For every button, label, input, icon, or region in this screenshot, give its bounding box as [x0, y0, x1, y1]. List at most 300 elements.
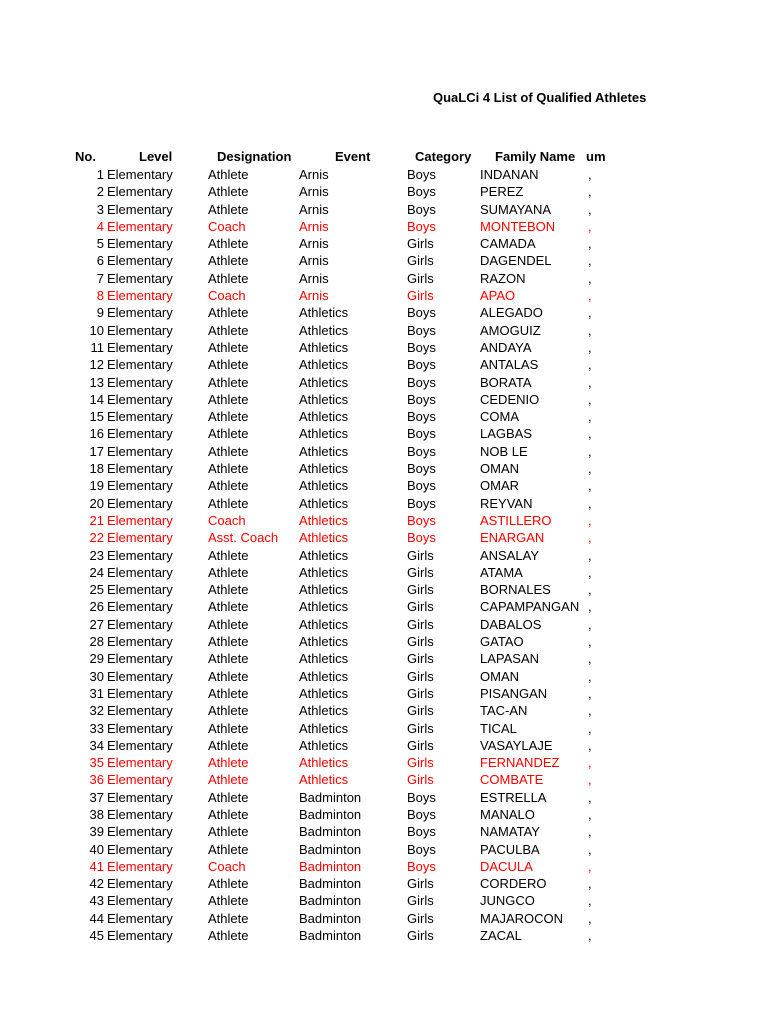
table-row	[0, 339, 700, 356]
table-row	[0, 927, 700, 944]
row-level: Elementary	[107, 876, 173, 892]
row-truncated-cell: ,	[588, 409, 592, 425]
row-designation: Athlete	[208, 270, 249, 286]
row-event: Athletics	[299, 772, 349, 788]
row-designation: Athlete	[208, 599, 249, 615]
row-truncated-cell: ,	[588, 737, 592, 753]
row-number: 28	[89, 634, 104, 650]
row-truncated-cell: ,	[588, 772, 592, 788]
row-family-name: VASAYLAJE	[480, 737, 553, 753]
table-row	[0, 771, 700, 788]
table-row	[0, 737, 700, 754]
row-event: Athletics	[299, 599, 349, 615]
row-designation: Athlete	[208, 582, 249, 598]
row-level: Elementary	[107, 478, 173, 494]
row-event: Athletics	[299, 374, 349, 390]
table-row	[0, 235, 700, 252]
table-row	[0, 616, 700, 633]
row-category: Girls	[407, 236, 434, 252]
row-designation: Athlete	[208, 703, 249, 719]
row-truncated-cell: ,	[588, 530, 592, 546]
row-number: 17	[89, 443, 104, 459]
row-designation: Athlete	[208, 167, 249, 182]
row-event: Arnis	[299, 184, 329, 200]
header-level: Level	[139, 149, 173, 164]
row-category: Boys	[407, 374, 436, 390]
row-event: Badminton	[299, 841, 362, 857]
row-designation: Athlete	[208, 928, 249, 944]
table-row	[0, 391, 700, 408]
row-family-name: OMAN	[480, 668, 519, 684]
table-row	[0, 581, 700, 598]
row-designation: Athlete	[208, 634, 249, 650]
row-number: 32	[89, 703, 104, 719]
row-event: Arnis	[299, 270, 329, 286]
row-designation: Athlete	[208, 409, 249, 425]
table-row	[0, 633, 700, 650]
row-event: Athletics	[299, 755, 349, 771]
table-row	[0, 166, 700, 183]
table-header-row	[0, 148, 700, 166]
row-designation: Athlete	[208, 443, 249, 459]
row-category: Boys	[407, 391, 436, 407]
table-row	[0, 495, 700, 512]
row-category: Boys	[407, 858, 436, 874]
table-row	[0, 754, 700, 771]
row-category: Boys	[407, 305, 436, 321]
row-family-name: BORNALES	[480, 582, 551, 598]
row-truncated-cell: ,	[588, 426, 592, 442]
table-row	[0, 910, 700, 927]
row-designation: Athlete	[208, 910, 249, 926]
row-category: Girls	[407, 253, 434, 269]
row-category: Girls	[407, 772, 434, 788]
row-designation: Athlete	[208, 391, 249, 407]
table-row	[0, 650, 700, 667]
row-level: Elementary	[107, 426, 173, 442]
row-family-name: ANTALAS	[480, 357, 539, 373]
row-event: Athletics	[299, 461, 349, 477]
row-level: Elementary	[107, 253, 173, 269]
row-number: 39	[89, 824, 104, 840]
row-family-name: ENARGAN	[480, 530, 545, 546]
row-truncated-cell: ,	[588, 322, 592, 338]
row-number: 9	[96, 305, 104, 321]
row-family-name: ANSALAY	[480, 547, 540, 563]
table-row	[0, 304, 700, 321]
row-event: Badminton	[299, 893, 362, 909]
row-number: 10	[89, 322, 104, 338]
row-number: 22	[89, 530, 104, 546]
row-category: Boys	[407, 339, 436, 355]
row-level: Elementary	[107, 236, 173, 252]
row-family-name: TICAL	[480, 720, 517, 736]
row-event: Athletics	[299, 443, 349, 459]
row-level: Elementary	[107, 322, 173, 338]
row-family-name: ESTRELLA	[480, 789, 547, 805]
row-level: Elementary	[107, 409, 173, 425]
table-row	[0, 702, 700, 719]
table-row	[0, 892, 700, 909]
row-category: Girls	[407, 928, 434, 944]
row-event: Arnis	[299, 288, 329, 304]
row-truncated-cell: ,	[588, 288, 592, 304]
row-number: 19	[89, 478, 104, 494]
table-row	[0, 529, 700, 546]
title-area	[0, 89, 647, 107]
row-level: Elementary	[107, 893, 173, 909]
row-designation: Athlete	[208, 737, 249, 753]
table-row	[0, 685, 700, 702]
header-event: Event	[335, 149, 371, 164]
row-category: Boys	[407, 426, 436, 442]
row-category: Boys	[407, 789, 436, 805]
row-designation: Athlete	[208, 478, 249, 494]
row-level: Elementary	[107, 547, 173, 563]
row-level: Elementary	[107, 184, 173, 200]
row-category: Girls	[407, 634, 434, 650]
row-level: Elementary	[107, 582, 173, 598]
row-truncated-cell: ,	[588, 616, 592, 632]
row-family-name: MONTEBON	[480, 218, 556, 234]
table-row	[0, 512, 700, 529]
row-designation: Athlete	[208, 876, 249, 892]
row-family-name: CEDENIO	[480, 391, 540, 407]
row-category: Girls	[407, 288, 434, 304]
row-event: Athletics	[299, 547, 349, 563]
row-truncated-cell: ,	[588, 841, 592, 857]
row-category: Girls	[407, 616, 434, 632]
table-row	[0, 477, 700, 494]
row-designation: Athlete	[208, 720, 249, 736]
row-event: Athletics	[299, 685, 349, 701]
table-row	[0, 425, 700, 442]
row-level: Elementary	[107, 461, 173, 477]
row-family-name: NAMATAY	[480, 824, 540, 840]
row-event: Arnis	[299, 218, 329, 234]
row-truncated-cell: ,	[588, 512, 592, 528]
row-truncated-cell: ,	[588, 374, 592, 390]
row-category: Girls	[407, 893, 434, 909]
row-level: Elementary	[107, 858, 173, 874]
row-category: Boys	[407, 167, 436, 182]
row-truncated-cell: ,	[588, 270, 592, 286]
row-designation: Athlete	[208, 426, 249, 442]
row-level: Elementary	[107, 339, 173, 355]
row-number: 33	[89, 720, 104, 736]
row-number: 43	[89, 893, 104, 909]
row-category: Girls	[407, 755, 434, 771]
table-row	[0, 720, 700, 737]
row-level: Elementary	[107, 599, 173, 615]
row-truncated-cell: ,	[588, 305, 592, 321]
row-event: Athletics	[299, 634, 349, 650]
row-truncated-cell: ,	[588, 858, 592, 874]
row-family-name: TAC-AN	[480, 703, 528, 719]
row-category: Boys	[407, 218, 436, 234]
row-family-name: MANALO	[480, 806, 535, 822]
row-event: Athletics	[299, 564, 349, 580]
row-event: Arnis	[299, 253, 329, 269]
row-number: 29	[89, 651, 104, 667]
row-family-name: PISANGAN	[480, 685, 548, 701]
row-number: 31	[89, 685, 104, 701]
table-body	[0, 166, 700, 944]
row-level: Elementary	[107, 512, 173, 528]
row-level: Elementary	[107, 564, 173, 580]
row-level: Elementary	[107, 357, 173, 373]
row-designation: Coach	[208, 288, 246, 304]
row-family-name: MAJAROCON	[480, 910, 564, 926]
row-category: Girls	[407, 651, 434, 667]
header-category: Category	[415, 149, 472, 164]
row-number: 2	[96, 184, 104, 200]
row-family-name: RAZON	[480, 270, 526, 286]
row-designation: Athlete	[208, 495, 249, 511]
row-event: Badminton	[299, 928, 362, 944]
row-level: Elementary	[107, 772, 173, 788]
row-number: 37	[89, 789, 104, 805]
row-level: Elementary	[107, 685, 173, 701]
row-event: Arnis	[299, 201, 329, 217]
row-designation: Athlete	[208, 201, 249, 217]
row-designation: Athlete	[208, 305, 249, 321]
row-category: Boys	[407, 530, 436, 546]
row-family-name: CAMADA	[480, 236, 536, 252]
row-truncated-cell: ,	[588, 755, 592, 771]
table-row	[0, 668, 700, 685]
row-category: Boys	[407, 461, 436, 477]
row-event: Arnis	[299, 236, 329, 252]
row-designation: Athlete	[208, 685, 249, 701]
row-truncated-cell: ,	[588, 201, 592, 217]
row-category: Boys	[407, 478, 436, 494]
row-number: 21	[89, 512, 104, 528]
row-truncated-cell: ,	[588, 651, 592, 667]
athletes-table	[0, 148, 606, 948]
row-number: 20	[89, 495, 104, 511]
row-family-name: ASTILLERO	[480, 512, 552, 528]
row-number: 36	[89, 772, 104, 788]
row-number: 11	[90, 339, 104, 355]
row-truncated-cell: ,	[588, 634, 592, 650]
row-level: Elementary	[107, 495, 173, 511]
row-category: Girls	[407, 910, 434, 926]
row-family-name: ZACAL	[480, 928, 522, 944]
row-family-name: LAPASAN	[480, 651, 540, 667]
row-designation: Athlete	[208, 374, 249, 390]
row-truncated-cell: ,	[588, 910, 592, 926]
row-truncated-cell: ,	[588, 478, 592, 494]
row-number: 12	[89, 357, 104, 373]
row-designation: Athlete	[208, 789, 249, 805]
table-row	[0, 598, 700, 615]
header-truncated: um	[586, 149, 606, 164]
row-family-name: LAGBAS	[480, 426, 533, 442]
row-category: Boys	[407, 357, 436, 373]
table-row	[0, 460, 700, 477]
row-truncated-cell: ,	[588, 236, 592, 252]
row-truncated-cell: ,	[588, 253, 592, 269]
row-level: Elementary	[107, 218, 173, 234]
row-family-name: ATAMA	[480, 564, 523, 580]
row-event: Athletics	[299, 339, 349, 355]
row-designation: Coach	[208, 218, 246, 234]
row-category: Girls	[407, 564, 434, 580]
row-number: 4	[96, 218, 104, 234]
row-level: Elementary	[107, 806, 173, 822]
row-truncated-cell: ,	[588, 668, 592, 684]
row-category: Boys	[407, 184, 436, 200]
row-number: 7	[96, 270, 104, 286]
row-designation: Athlete	[208, 253, 249, 269]
row-family-name: DACULA	[480, 858, 533, 874]
row-category: Girls	[407, 737, 434, 753]
row-truncated-cell: ,	[588, 928, 592, 944]
row-category: Girls	[407, 668, 434, 684]
row-number: 25	[89, 582, 104, 598]
table-row	[0, 547, 700, 564]
row-category: Girls	[407, 703, 434, 719]
row-event: Athletics	[299, 495, 349, 511]
row-family-name: AMOGUIZ	[480, 322, 541, 338]
row-event: Athletics	[299, 409, 349, 425]
row-category: Girls	[407, 547, 434, 563]
row-event: Athletics	[299, 737, 349, 753]
table-row	[0, 823, 700, 840]
row-event: Athletics	[299, 478, 349, 494]
row-family-name: CORDERO	[480, 876, 547, 892]
row-family-name: PACULBA	[480, 841, 540, 857]
row-level: Elementary	[107, 841, 173, 857]
row-event: Athletics	[299, 305, 349, 321]
row-family-name: CAPAMPANGAN	[480, 599, 580, 615]
row-truncated-cell: ,	[588, 184, 592, 200]
row-category: Boys	[407, 443, 436, 459]
header-no: No.	[75, 149, 96, 164]
row-family-name: OMAR	[480, 478, 519, 494]
row-number: 15	[89, 409, 104, 425]
row-category: Boys	[407, 322, 436, 338]
row-event: Athletics	[299, 426, 349, 442]
row-number: 8	[96, 288, 104, 304]
row-truncated-cell: ,	[588, 495, 592, 511]
row-designation: Coach	[208, 858, 246, 874]
row-category: Girls	[407, 270, 434, 286]
row-level: Elementary	[107, 824, 173, 840]
table-row	[0, 287, 700, 304]
row-level: Elementary	[107, 374, 173, 390]
row-category: Boys	[407, 841, 436, 857]
row-family-name: DABALOS	[480, 616, 542, 632]
row-designation: Athlete	[208, 616, 249, 632]
row-family-name: ANDAYA	[480, 339, 532, 355]
row-designation: Athlete	[208, 184, 249, 200]
row-designation: Athlete	[208, 564, 249, 580]
row-designation: Athlete	[208, 547, 249, 563]
table-row	[0, 564, 700, 581]
row-level: Elementary	[107, 634, 173, 650]
row-number: 6	[96, 253, 104, 269]
row-category: Girls	[407, 582, 434, 598]
row-level: Elementary	[107, 789, 173, 805]
row-truncated-cell: ,	[588, 582, 592, 598]
table-row	[0, 408, 700, 425]
row-level: Elementary	[107, 391, 173, 407]
row-truncated-cell: ,	[588, 391, 592, 407]
row-family-name: APAO	[480, 288, 516, 304]
row-designation: Athlete	[208, 357, 249, 373]
row-level: Elementary	[107, 668, 173, 684]
row-designation: Athlete	[208, 841, 249, 857]
page-title: QuaLCi 4 List of Qualified Athletes	[433, 90, 647, 105]
row-event: Athletics	[299, 357, 349, 373]
row-level: Elementary	[107, 288, 173, 304]
row-category: Boys	[407, 824, 436, 840]
row-truncated-cell: ,	[588, 357, 592, 373]
row-event: Athletics	[299, 651, 349, 667]
row-truncated-cell: ,	[588, 685, 592, 701]
row-number: 13	[89, 374, 104, 390]
row-number: 23	[89, 547, 104, 563]
row-event: Athletics	[299, 703, 349, 719]
row-level: Elementary	[107, 737, 173, 753]
row-truncated-cell: ,	[588, 599, 592, 615]
row-level: Elementary	[107, 928, 173, 944]
row-truncated-cell: ,	[588, 547, 592, 563]
row-truncated-cell: ,	[588, 703, 592, 719]
row-truncated-cell: ,	[588, 893, 592, 909]
header-family-name: Family Name	[495, 149, 576, 164]
row-number: 40	[89, 841, 104, 857]
row-event: Athletics	[299, 530, 349, 546]
row-category: Boys	[407, 512, 436, 528]
table-row	[0, 270, 700, 287]
table-row	[0, 789, 700, 806]
row-number: 45	[89, 928, 104, 944]
row-level: Elementary	[107, 910, 173, 926]
table-row	[0, 322, 700, 339]
row-designation: Athlete	[208, 755, 249, 771]
row-family-name: FERNANDEZ	[480, 755, 560, 771]
row-event: Athletics	[299, 720, 349, 736]
row-designation: Athlete	[208, 339, 249, 355]
table-row	[0, 841, 700, 858]
row-truncated-cell: ,	[588, 564, 592, 580]
row-event: Badminton	[299, 789, 362, 805]
row-category: Girls	[407, 599, 434, 615]
table-row	[0, 875, 700, 892]
table-row	[0, 806, 700, 823]
table-row	[0, 374, 700, 391]
row-number: 14	[89, 391, 104, 407]
row-level: Elementary	[107, 530, 173, 546]
row-family-name: BORATA	[480, 374, 532, 390]
row-truncated-cell: ,	[588, 720, 592, 736]
row-event: Badminton	[299, 824, 362, 840]
table-row	[0, 443, 700, 460]
row-event: Athletics	[299, 512, 349, 528]
row-family-name: GATAO	[480, 634, 524, 650]
table-row	[0, 218, 700, 235]
row-number: 38	[89, 806, 104, 822]
table-row	[0, 201, 700, 218]
row-number: 16	[89, 426, 104, 442]
row-family-name: INDANAN	[480, 167, 539, 182]
row-number: 1	[96, 167, 104, 182]
row-designation: Coach	[208, 512, 246, 528]
row-truncated-cell: ,	[588, 167, 592, 182]
